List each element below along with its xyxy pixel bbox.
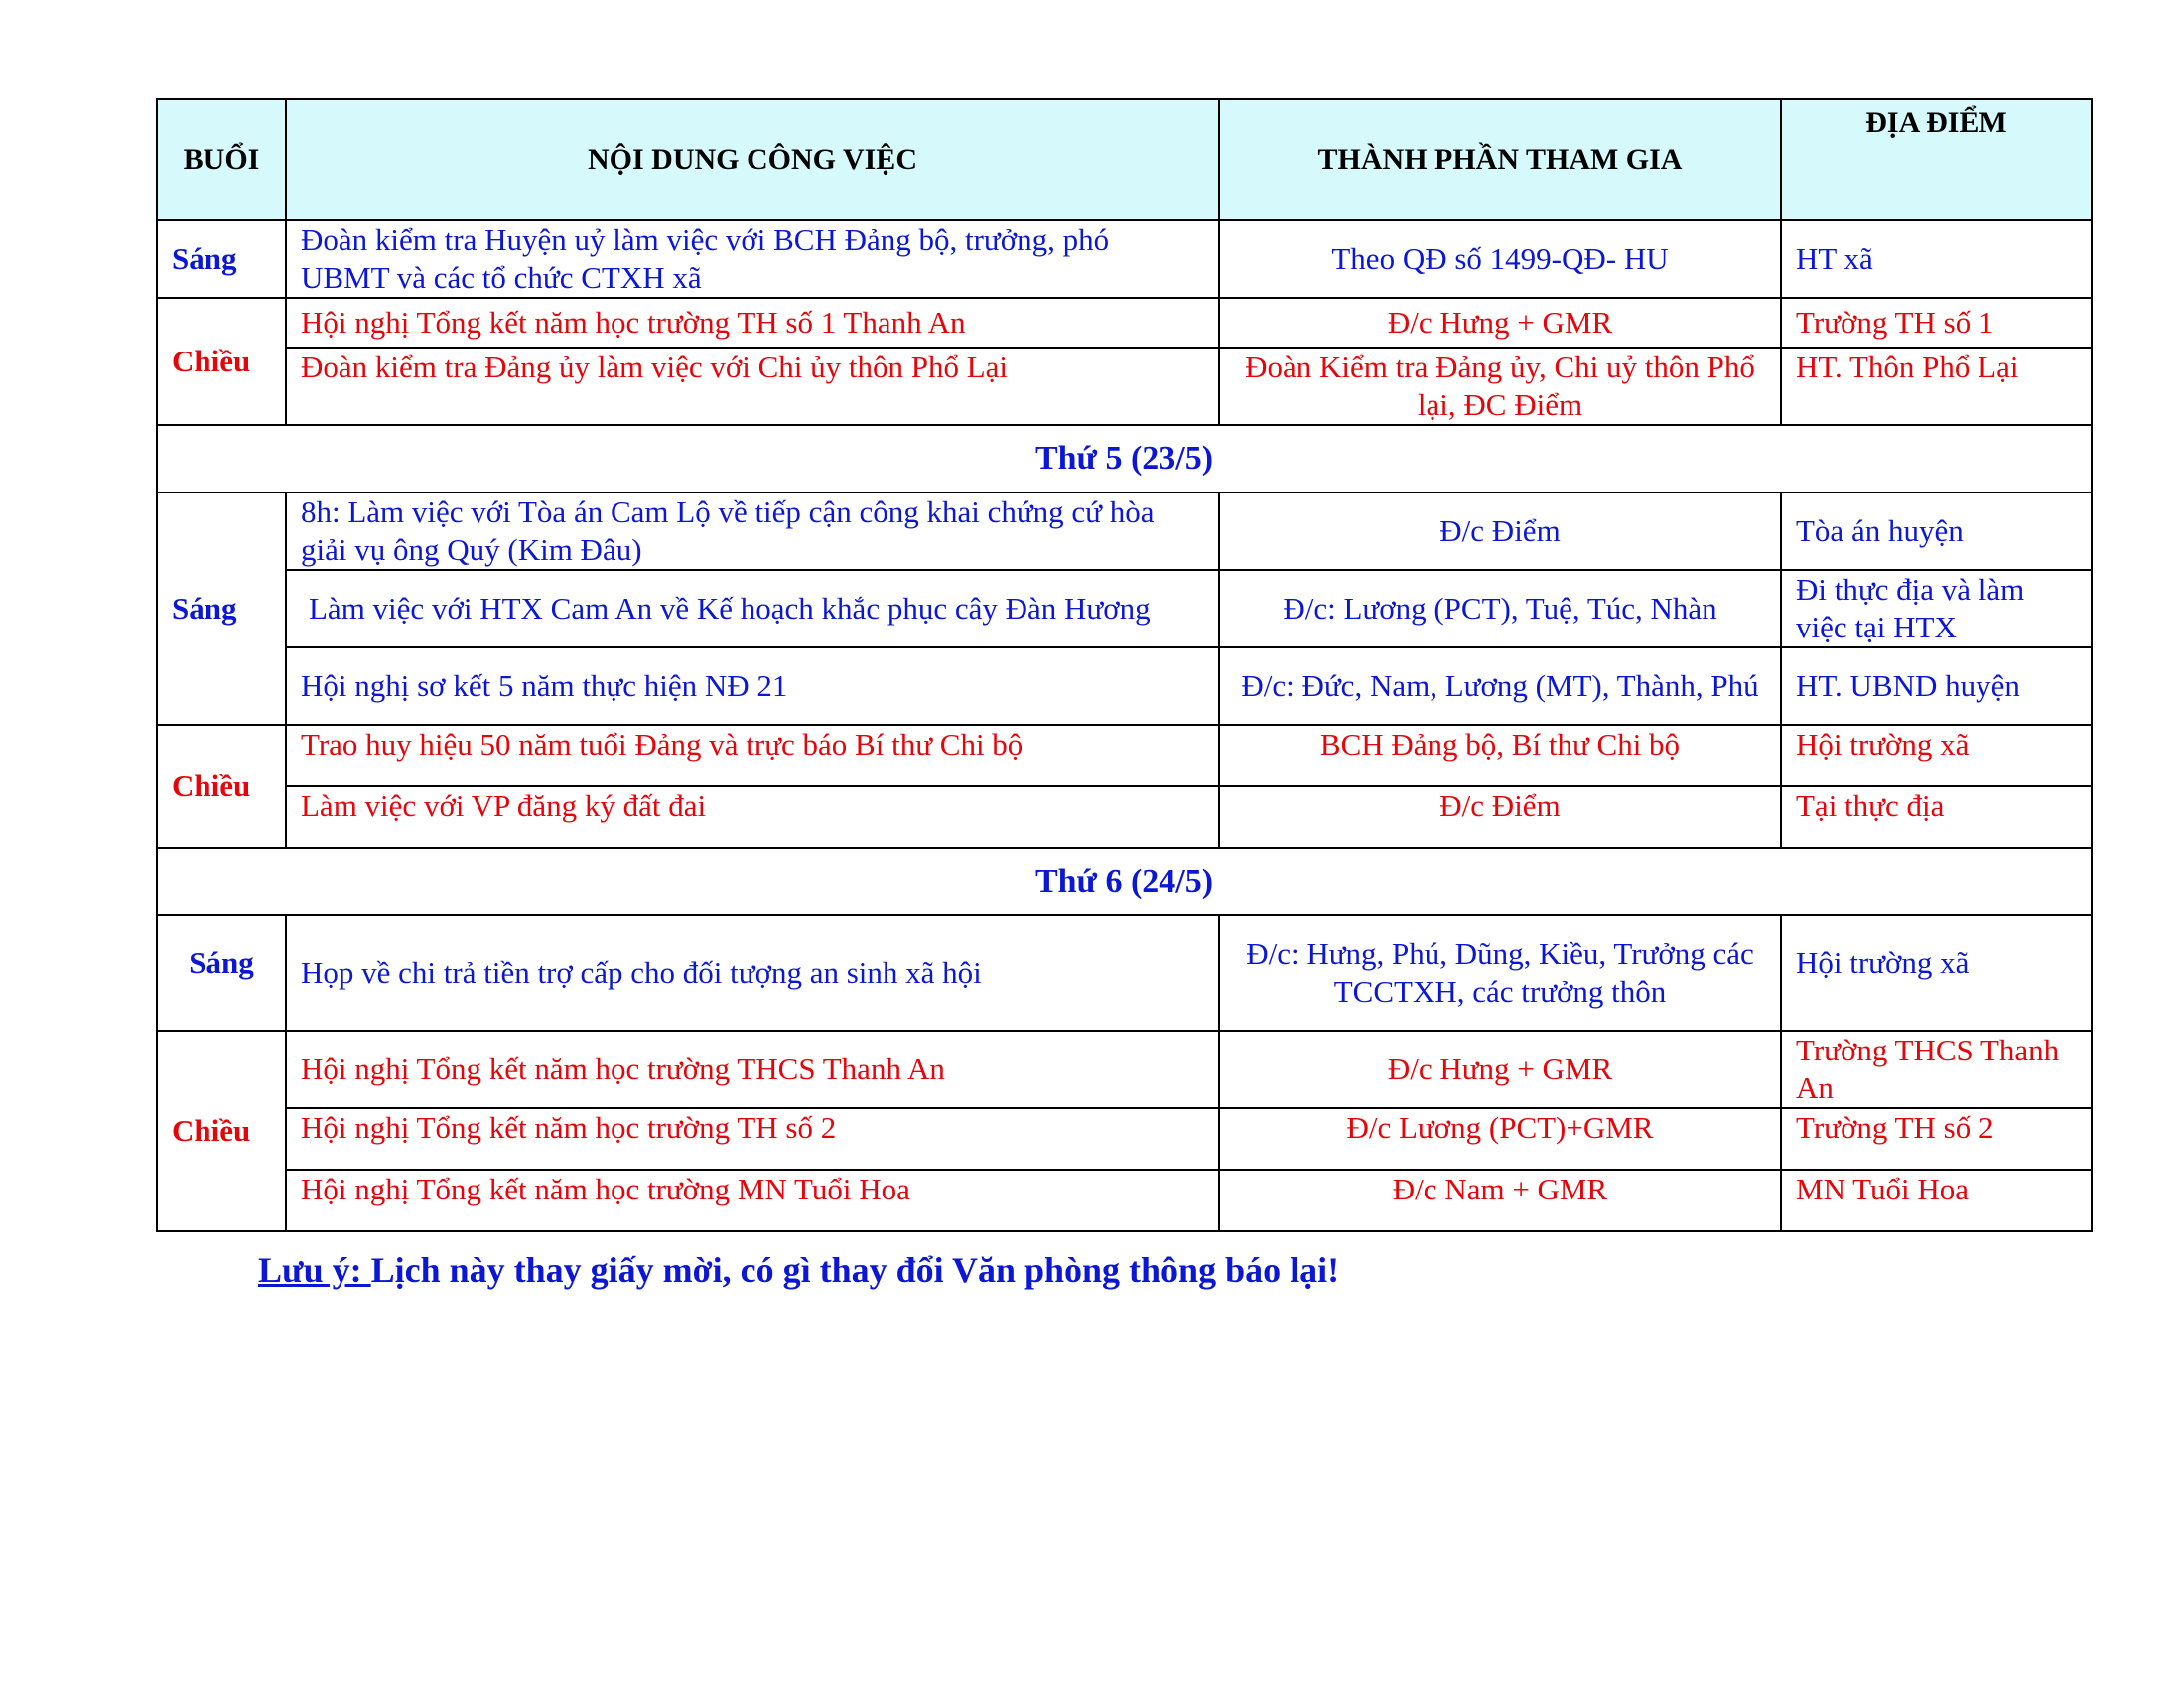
table-row bbox=[157, 1108, 2092, 1170]
task-cell: Đoàn kiểm tra Đảng ủy làm việc với Chi ủy thôn Phổ Lại bbox=[286, 348, 1219, 425]
header-buoi: BUỔI bbox=[157, 99, 286, 220]
table-row bbox=[157, 570, 2092, 647]
participants-cell: Đ/c Hưng + GMR bbox=[1219, 1031, 1781, 1108]
participants-cell: Đ/c: Lương (PCT), Tuệ, Túc, Nhàn bbox=[1219, 570, 1781, 647]
participants-cell: Đ/c Lương (PCT)+GMR bbox=[1219, 1108, 1781, 1170]
task-cell: Họp về chi trả tiền trợ cấp cho đối tượng an sinh xã hội bbox=[286, 915, 1219, 1031]
session-label: Chiều bbox=[157, 1031, 286, 1231]
location-cell: Tại thực địa bbox=[1781, 786, 2092, 848]
header-thanh-phan: THÀNH PHẦN THAM GIA bbox=[1219, 99, 1781, 220]
table-row bbox=[157, 1031, 2092, 1108]
day-heading: Thứ 5 (23/5) bbox=[157, 425, 2092, 492]
note-label: Lưu ý: bbox=[258, 1250, 371, 1290]
location-cell: Tòa án huyện bbox=[1781, 492, 2092, 570]
location-cell: MN Tuổi Hoa bbox=[1781, 1170, 2092, 1231]
session-label: Chiều bbox=[157, 298, 286, 425]
table-row bbox=[157, 492, 2092, 570]
participants-cell: Đ/c Điểm bbox=[1219, 492, 1781, 570]
day-row bbox=[157, 848, 2092, 915]
location-cell: Đi thực địa và làm việc tại HTX bbox=[1781, 570, 2092, 647]
task-cell: Đoàn kiểm tra Huyện uỷ làm việc với BCH Đảng bộ, trưởng, phó UBMT và các tổ chức CTXH xã bbox=[286, 220, 1219, 298]
header-row bbox=[157, 99, 2092, 220]
participants-cell: Đoàn Kiểm tra Đảng ủy, Chi uỷ thôn Phổ lại, ĐC Điểm bbox=[1219, 348, 1781, 425]
task-cell: 8h: Làm việc với Tòa án Cam Lộ về tiếp cận công khai chứng cứ hòa giải vụ ông Quý (Kim Đâu) bbox=[286, 492, 1219, 570]
table-row bbox=[157, 786, 2092, 848]
task-cell: Hội nghị sơ kết 5 năm thực hiện NĐ 21 bbox=[286, 647, 1219, 725]
table-row bbox=[157, 220, 2092, 298]
participants-cell: Đ/c Điểm bbox=[1219, 786, 1781, 848]
participants-cell: Đ/c: Đức, Nam, Lương (MT), Thành, Phú bbox=[1219, 647, 1781, 725]
task-cell: Làm việc với VP đăng ký đất đai bbox=[286, 786, 1219, 848]
table-row bbox=[157, 298, 2092, 348]
task-cell: Hội nghị Tổng kết năm học trường TH số 1 Thanh An bbox=[286, 298, 1219, 348]
session-label: Sáng bbox=[157, 492, 286, 725]
task-cell: Trao huy hiệu 50 năm tuổi Đảng và trực báo Bí thư Chi bộ bbox=[286, 725, 1219, 786]
location-cell: HT. Thôn Phổ Lại bbox=[1781, 348, 2092, 425]
header-noi-dung: NỘI DUNG CÔNG VIỆC bbox=[286, 99, 1219, 220]
session-label: Sáng bbox=[157, 915, 286, 1031]
table-row bbox=[157, 348, 2092, 425]
table-row bbox=[157, 725, 2092, 786]
task-cell: Hội nghị Tổng kết năm học trường TH số 2 bbox=[286, 1108, 1219, 1170]
session-label: Sáng bbox=[157, 220, 286, 298]
day-heading: Thứ 6 (24/5) bbox=[157, 848, 2092, 915]
note-text: Lịch này thay giấy mời, có gì thay đổi Văn phòng thông báo lại! bbox=[370, 1250, 1340, 1290]
location-cell: Hội trường xã bbox=[1781, 915, 2092, 1031]
task-cell: Hội nghị Tổng kết năm học trường MN Tuổi Hoa bbox=[286, 1170, 1219, 1231]
location-cell: HT. UBND huyện bbox=[1781, 647, 2092, 725]
location-cell: Hội trường xã bbox=[1781, 725, 2092, 786]
participants-cell: Theo QĐ số 1499-QĐ- HU bbox=[1219, 220, 1781, 298]
table-row bbox=[157, 1170, 2092, 1231]
day-row bbox=[157, 425, 2092, 492]
location-cell: HT xã bbox=[1781, 220, 2092, 298]
schedule-table bbox=[156, 98, 2093, 1232]
task-cell: Làm việc với HTX Cam An về Kế hoạch khắc phục cây Đàn Hương bbox=[286, 570, 1219, 647]
location-cell: Trường TH số 2 bbox=[1781, 1108, 2092, 1170]
header-dia-diem: ĐỊA ĐIỂM bbox=[1781, 99, 2092, 220]
table-row bbox=[157, 647, 2092, 725]
participants-cell: BCH Đảng bộ, Bí thư Chi bộ bbox=[1219, 725, 1781, 786]
footer-note bbox=[258, 1249, 1339, 1291]
participants-cell: Đ/c: Hưng, Phú, Dũng, Kiều, Trưởng các TCCTXH, các trưởng thôn bbox=[1219, 915, 1781, 1031]
session-label: Chiều bbox=[157, 725, 286, 848]
task-cell: Hội nghị Tổng kết năm học trường THCS Thanh An bbox=[286, 1031, 1219, 1108]
location-cell: Trường TH số 1 bbox=[1781, 298, 2092, 348]
participants-cell: Đ/c Hưng + GMR bbox=[1219, 298, 1781, 348]
participants-cell: Đ/c Nam + GMR bbox=[1219, 1170, 1781, 1231]
location-cell: Trường THCS Thanh An bbox=[1781, 1031, 2092, 1108]
table-row bbox=[157, 915, 2092, 1031]
